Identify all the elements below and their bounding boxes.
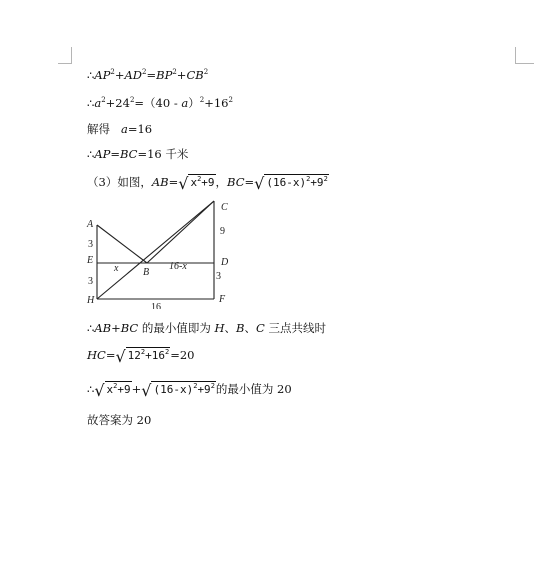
crop-mark-top-right [515,47,534,64]
sqrt-expression: √ $x^2+9$ [94,381,131,400]
exponent: 2 [129,96,135,104]
var-ap: AP [94,68,111,82]
label-a: A [87,219,94,230]
term: =16 千米 [137,147,189,161]
radicand: (16-x) [266,176,307,189]
operator: + [111,321,121,335]
text: 的最小值即为 [138,321,215,335]
length-df: 3 [216,271,221,282]
label-16-minus-x: 16-x [169,261,187,272]
equation-line-4 [87,147,188,161]
radicand: +9 [310,176,324,189]
var-a: a [120,122,128,136]
sqrt-expression: √ $(16-x)^2+9^2$ [141,381,215,400]
exponent: 2 [140,348,146,356]
length-eh: 3 [88,276,93,287]
var-ab: AB [94,321,112,335]
var-hc: HC [87,348,106,362]
sqrt-expression: √ $12^2+16^2$ [115,347,170,366]
radicand: +9 [201,176,215,189]
operator: = [146,68,157,82]
exponent: 2 [110,68,115,76]
length-cd: 9 [220,226,225,237]
equation-line-2 [87,96,233,110]
sqrt-expression: √ $(16-x)^2+9^2$ [254,174,328,193]
var-bc: BC [227,175,245,189]
text: 三点共线时 [264,321,326,335]
radicand: +9 [197,383,211,396]
exponent: 2 [193,382,198,390]
label-e: E [87,255,94,266]
label-f: F [219,294,226,305]
crop-mark-top-left [58,47,72,64]
equation-line-8 [87,381,292,398]
length-ae: 3 [88,239,93,250]
radicand: x [106,383,114,396]
label-x: x [114,263,119,274]
exponent: 2 [165,348,170,356]
therefore-symbol: ∴ [87,96,95,110]
label-d: D [221,257,229,268]
operator: = [110,147,121,161]
equation-line-5 [87,174,329,191]
result: =20 [170,348,195,362]
operator: = [168,175,179,189]
operator: = [105,348,116,362]
exponent: 2 [199,96,205,104]
exponent: 2 [142,68,147,76]
term: =16 [127,122,153,136]
var-ad: AD [124,68,143,82]
radicand: +16 [145,349,166,362]
equation-line-1 [87,68,208,82]
therefore-symbol: ∴ [87,321,95,335]
label-h: H [87,295,95,306]
exponent: 2 [172,68,177,76]
term: +24 [105,96,130,110]
var-a: a [94,96,102,110]
segment-bc [147,201,214,263]
radicand: 12 [127,349,141,362]
label-b: B [143,267,150,278]
term: ） [188,96,200,110]
var-bp: BP [156,68,173,82]
radicand: +9 [117,383,131,396]
therefore-symbol: ∴ [87,147,95,161]
exponent: 2 [113,382,118,390]
operator: + [176,68,187,82]
var-ap: AP [94,147,111,161]
label-c: C [221,202,228,213]
segment-hc [97,201,214,299]
var-cb: CB [186,68,204,82]
var-b: B [236,321,245,335]
exponent: 2 [323,175,328,183]
geometry-figure [85,197,245,309]
var-h: H [214,321,225,335]
therefore-symbol: ∴ [87,382,95,396]
term: =（40 - [134,96,182,110]
exponent: 2 [306,175,311,183]
equation-line-7 [87,347,195,364]
text: 的最小值为 20 [215,382,292,396]
exponent: 2 [101,96,106,104]
length-hf: 16 [151,302,161,309]
therefore-symbol: ∴ [87,68,95,82]
radicand: x [190,176,198,189]
exponent: 2 [210,382,215,390]
exponent: 2 [228,96,233,104]
separator: 、 [244,321,256,335]
equation-line-3 [87,122,152,136]
comma: ， [215,175,228,189]
var-c: C [256,321,265,335]
var-bc: BC [120,147,138,161]
operator: + [114,68,125,82]
sqrt-expression: √ $x^2+9$ [178,174,215,193]
radicand: (16-x) [153,383,194,396]
segment-ab [97,225,147,263]
problem-number: （3）如图， [87,175,152,189]
solve-label: 解得 [87,122,110,136]
var-bc: BC [120,321,139,335]
answer-text: 故答案为 20 [87,413,152,427]
term: +16 [204,96,229,110]
exponent: 2 [197,175,202,183]
separator: 、 [224,321,237,335]
var-a: a [181,96,189,110]
answer-line [87,413,151,427]
operator: = [244,175,255,189]
operator: + [131,382,142,396]
equation-line-6 [87,321,326,335]
exponent: 2 [203,68,209,76]
var-ab: AB [151,175,169,189]
